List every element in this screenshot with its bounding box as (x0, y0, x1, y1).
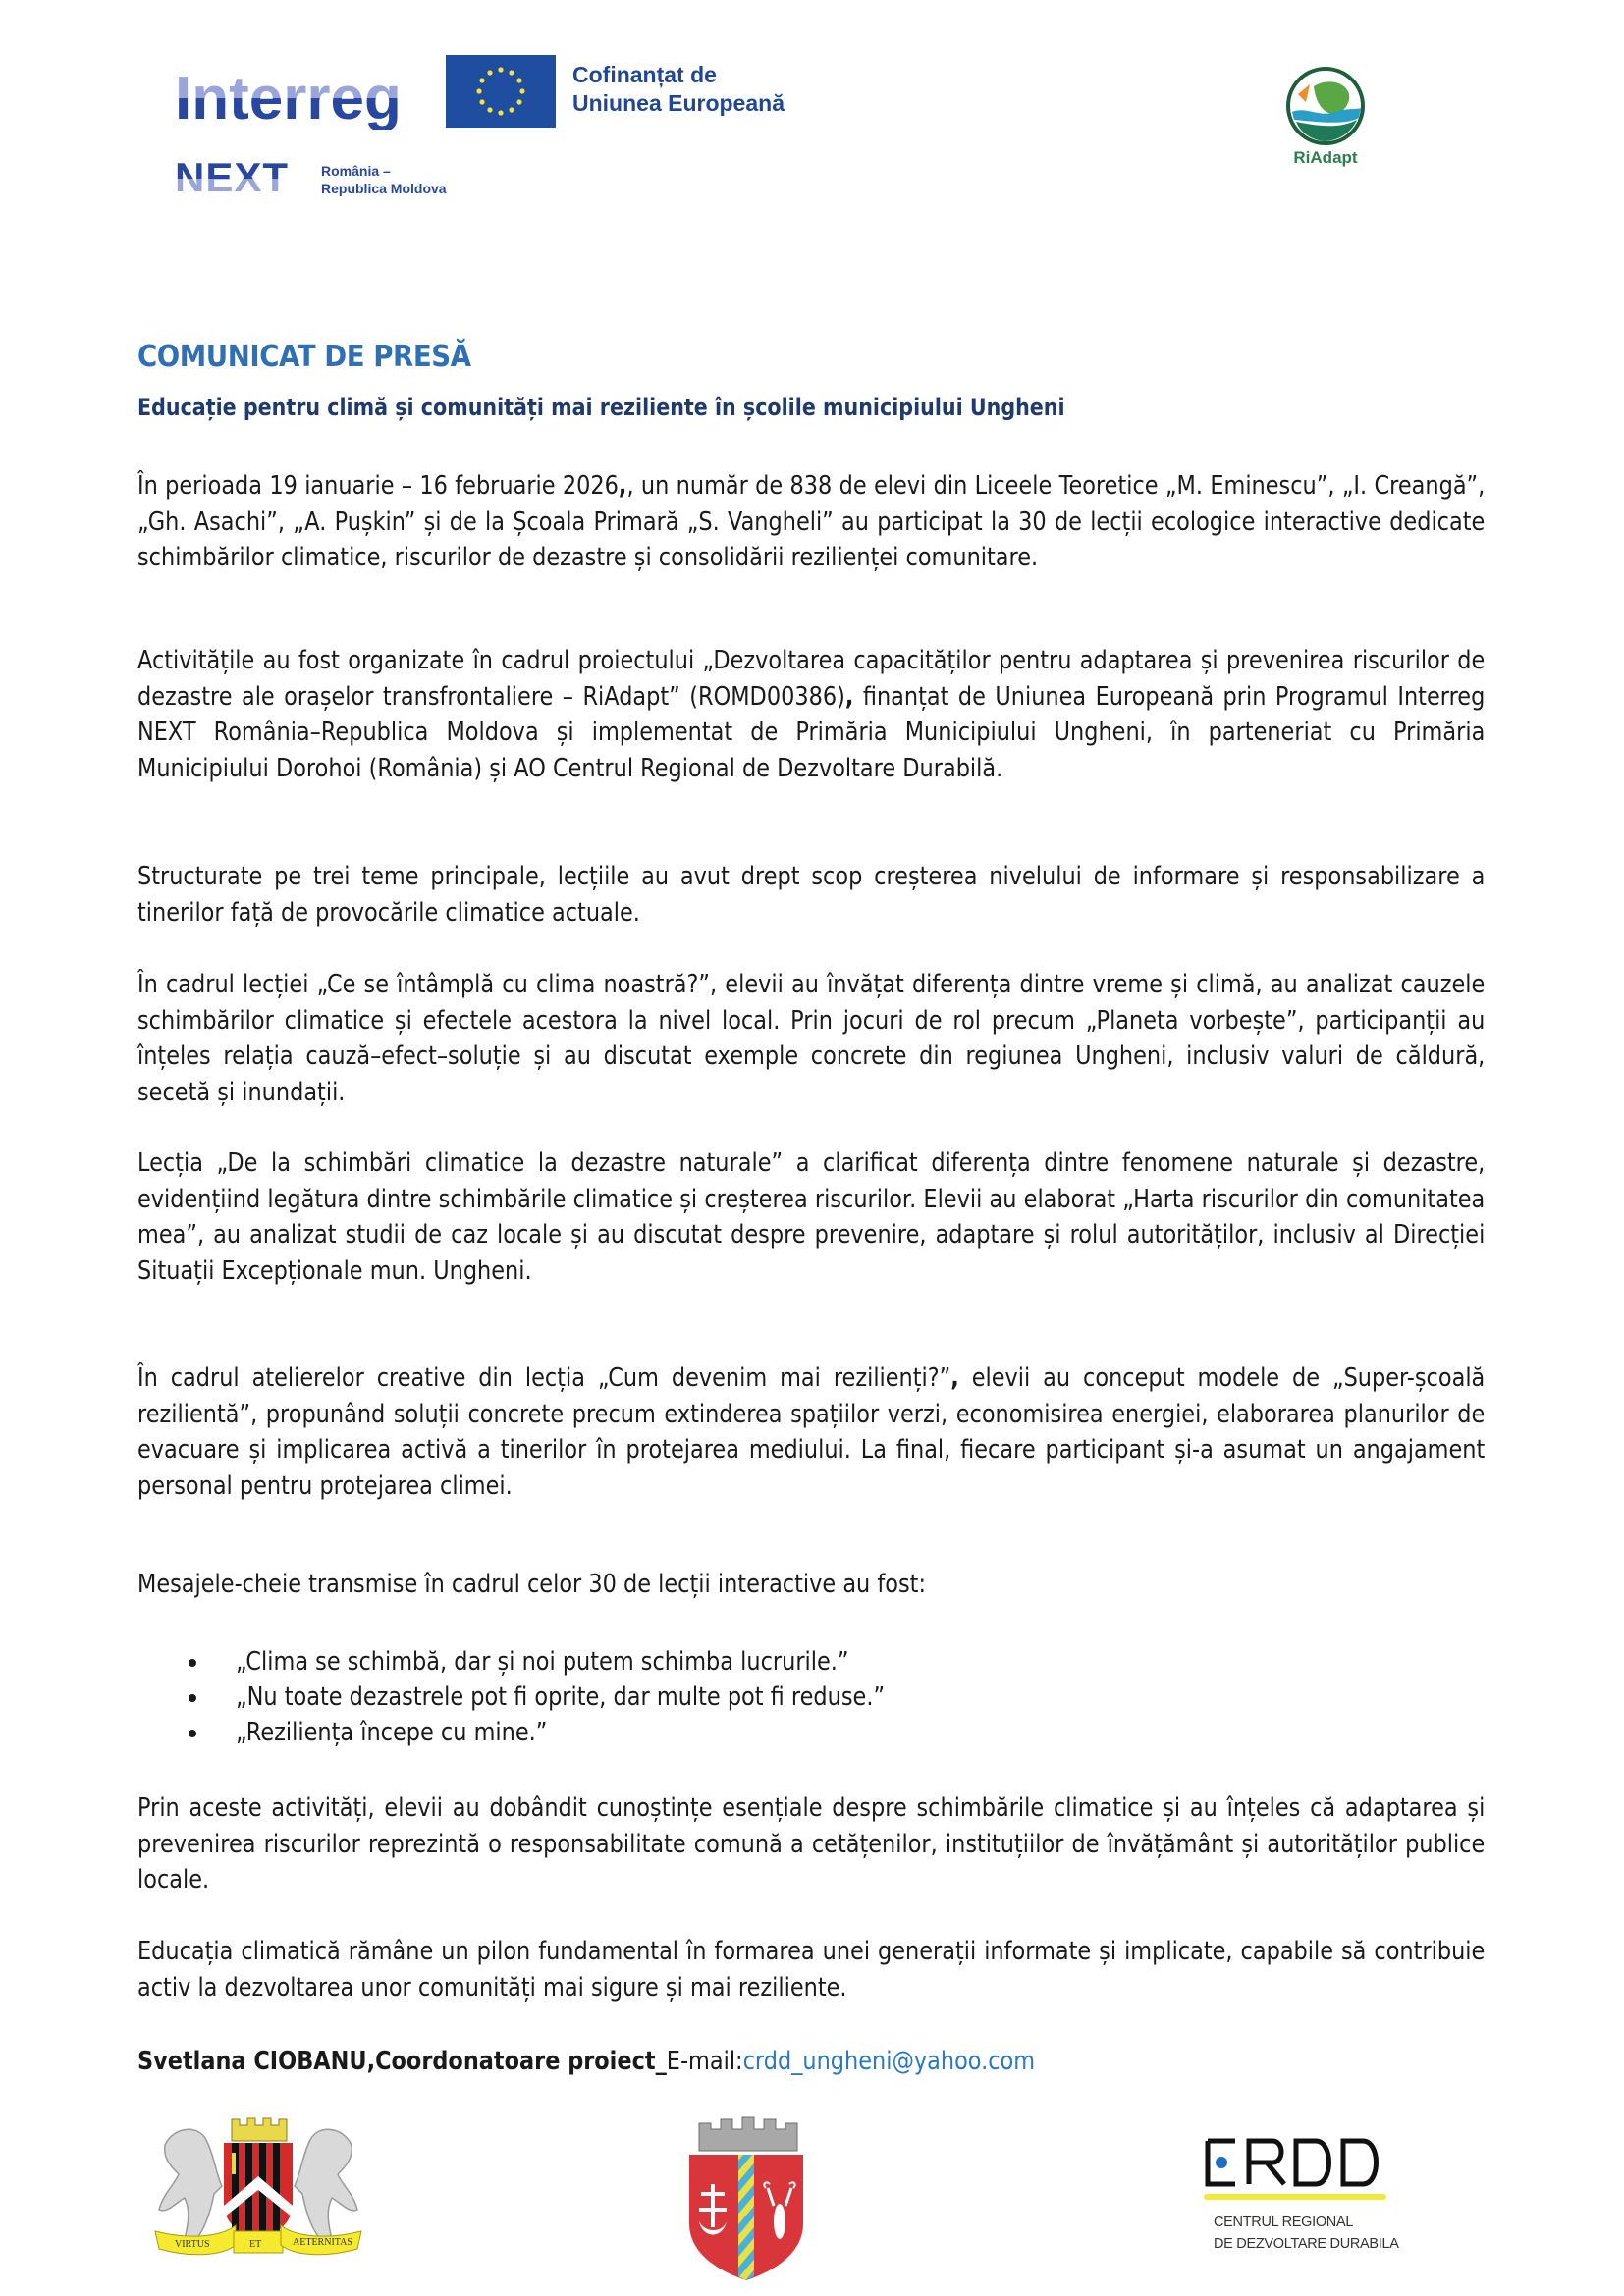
page-subtitle: Educație pentru climă și comunități mai reziliente în școlile municipiului Ungheni (137, 394, 1065, 421)
paragraph-intro (137, 468, 1485, 576)
paragraph-themes (137, 859, 1485, 931)
lesson-2-text: Lecția „De la schimbări climatice la dezastre naturale” a clarificat diferența dintre fenomene naturale și dezastre, evidențiind legătura dintre schimbările climatice și creșterea riscurilor. Elevii au elaborat „Harta riscurilor din comunitatea mea”, au analizat studii de caz locale și au discutat despre prevenire, adaptare și rolul autorităților, inclusiv al Direcției Situații Excepționale mun. Ungheni. (137, 1148, 1486, 1286)
paragraph-project (137, 643, 1485, 786)
bold-comma: , (618, 471, 627, 501)
crdd-logo-icon (1200, 2135, 1396, 2204)
bullet-icon (189, 1730, 196, 1737)
closing-text: Educația climatică rămâne un pilon fundamental în formarea unei generații informate și implicate, capabile să contribuie activ la dezvoltarea unor comunități mai sigure și mai reziliente. (137, 1937, 1486, 2002)
list-item: „Nu toate dezastrele pot fi oprite, dar multe pot fi reduse.” (137, 1680, 1485, 1715)
intro-period: În perioada 19 ianuarie – 16 februarie 2026 (137, 471, 619, 501)
crdd-logo (1200, 2135, 1399, 2263)
paragraph-lesson-3 (137, 1361, 1485, 1504)
signature (137, 2047, 1035, 2076)
email-link[interactable]: crdd_ungheni@yahoo.com (742, 2047, 1036, 2076)
riadapt-name: RiAdapt (1293, 148, 1358, 167)
svg-text:AETERNITAS: AETERNITAS (293, 2237, 352, 2248)
svg-text:ET: ET (249, 2239, 262, 2250)
svg-text:VIRTUS: VIRTUS (175, 2239, 210, 2250)
next-sub-line2: Republica Moldova (321, 181, 447, 196)
paragraph-conclusion (137, 1790, 1485, 1898)
paragraph-lesson-1 (137, 967, 1485, 1110)
key-messages-list (137, 1644, 1485, 1750)
project-rest: finanțat de Uniunea Europeană prin Programul Interreg NEXT România–Republica Moldova și implementat de Primăria Municipiului Ungheni, în parteneriat cu Primăria Municipiului Dorohoi (România) și AO Centrul Regional de Dezvoltare Durabilă. (137, 681, 1486, 783)
paragraph-lesson-2 (137, 1146, 1485, 1289)
crdd-line2: DE DEZVOLTARE DURABILA (1214, 2236, 1399, 2252)
bullet-icon (189, 1659, 196, 1667)
next-logo: NEXT (175, 154, 290, 200)
themes-text: Structurate pe trei teme principale, lecțiile au avut drept scop creșterea nivelului de informare și responsabilizare a tinerilor față de provocările climatice actuale. (137, 862, 1486, 928)
ungheni-coat-of-arms-icon (145, 2115, 371, 2268)
paragraph-closing (137, 1934, 1485, 2005)
crdd-caption (1214, 2212, 1400, 2255)
intro-rest: , un număr de 838 de elevi din Liceele Teoretice „M. Eminescu”, „I. Creangă”, „Gh. Asachi”, „A. Pușkin” și de la Școala Primară „S. Vangheli” au participat la 30 de lecții ecologice interactive dedicate schimbărilor climatice, riscurilor de dezastre și consolidării rezilienței comunitare. (137, 471, 1486, 572)
conclusion-text: Prin aceste activități, elevii au dobândit cunoștințe esențiale despre schimbările climatice și au înțeles că adaptarea și prevenirea riscurilor reprezintă o responsabilitate comună a cetățenilor, instituțiilor de învățământ și autorităților publice locale. (137, 1793, 1486, 1895)
next-sub-line1: România – (321, 163, 391, 179)
eu-cofinance-line1: Cofinanțat de (572, 62, 717, 87)
key-messages-intro-text: Mesajele-cheie transmise în cadrul celor 30 de lecții interactive au fost: (137, 1570, 927, 1599)
lesson-3-rest: elevii au conceput modele de „Super-școală rezilientă”, propunând soluții concrete precum extinderea spațiilor verzi, economisirea energiei, elaborarea planurilor de evacuare și implicarea activă a tinerilor în protejarea mediului. La final, fiecare participant și-a asumat un angajament personal pentru protejarea climei. (137, 1363, 1486, 1501)
eu-cofinance-line2: Uniunea Europeană (572, 90, 785, 116)
lesson-3-prefix: În cadrul atelierelor creative din lecția „Cum devenim mai rezilienți?” (137, 1363, 951, 1393)
email-label: E-mail: (666, 2047, 743, 2076)
page-title: COMUNICAT DE PRESĂ (137, 340, 471, 374)
interreg-logo: Interreg (175, 65, 402, 133)
paragraph-key-messages-intro (137, 1567, 1485, 1603)
eu-flag-icon (446, 55, 556, 128)
signature-name-role: Svetlana CIOBANU,Coordonatoare proiect_ (137, 2047, 667, 2076)
lesson-1-text: În cadrul lecției „Ce se întâmplă cu clima noastră?”, elevii au învățat diferența dintre vreme și climă, au analizat cauzele schimbărilor climatice și efectele acestora la nivel local. Prin jocuri de rol precum „Planeta vorbește”, participanții au înțeles relația cauză–efect–soluție și au discutat exemple concrete din regiunea Ungheni, inclusiv valuri de căldură, secetă și inundații. (137, 970, 1486, 1107)
bold-comma: , (844, 681, 854, 712)
bold-comma: , (950, 1363, 959, 1393)
list-item: „Clima se schimbă, dar și noi putem schimba lucrurile.” (137, 1644, 1485, 1680)
next-program-subtitle (321, 162, 447, 197)
dorohoi-coat-of-arms-icon (677, 2115, 815, 2287)
list-item: „Reziliența începe cu mine.” (137, 1715, 1485, 1750)
bullet-icon (189, 1694, 196, 1702)
project-name: Activitățile au fost organizate în cadrul proiectului „Dezvoltarea capacităților pentru adaptarea și prevenirea riscurilor de dezastre ale orașelor transfrontaliere – RiAdapt” (ROMD00386) (137, 646, 1486, 712)
eu-cofinance-text (572, 61, 785, 118)
crdd-line1: CENTRUL REGIONAL (1214, 2215, 1354, 2230)
